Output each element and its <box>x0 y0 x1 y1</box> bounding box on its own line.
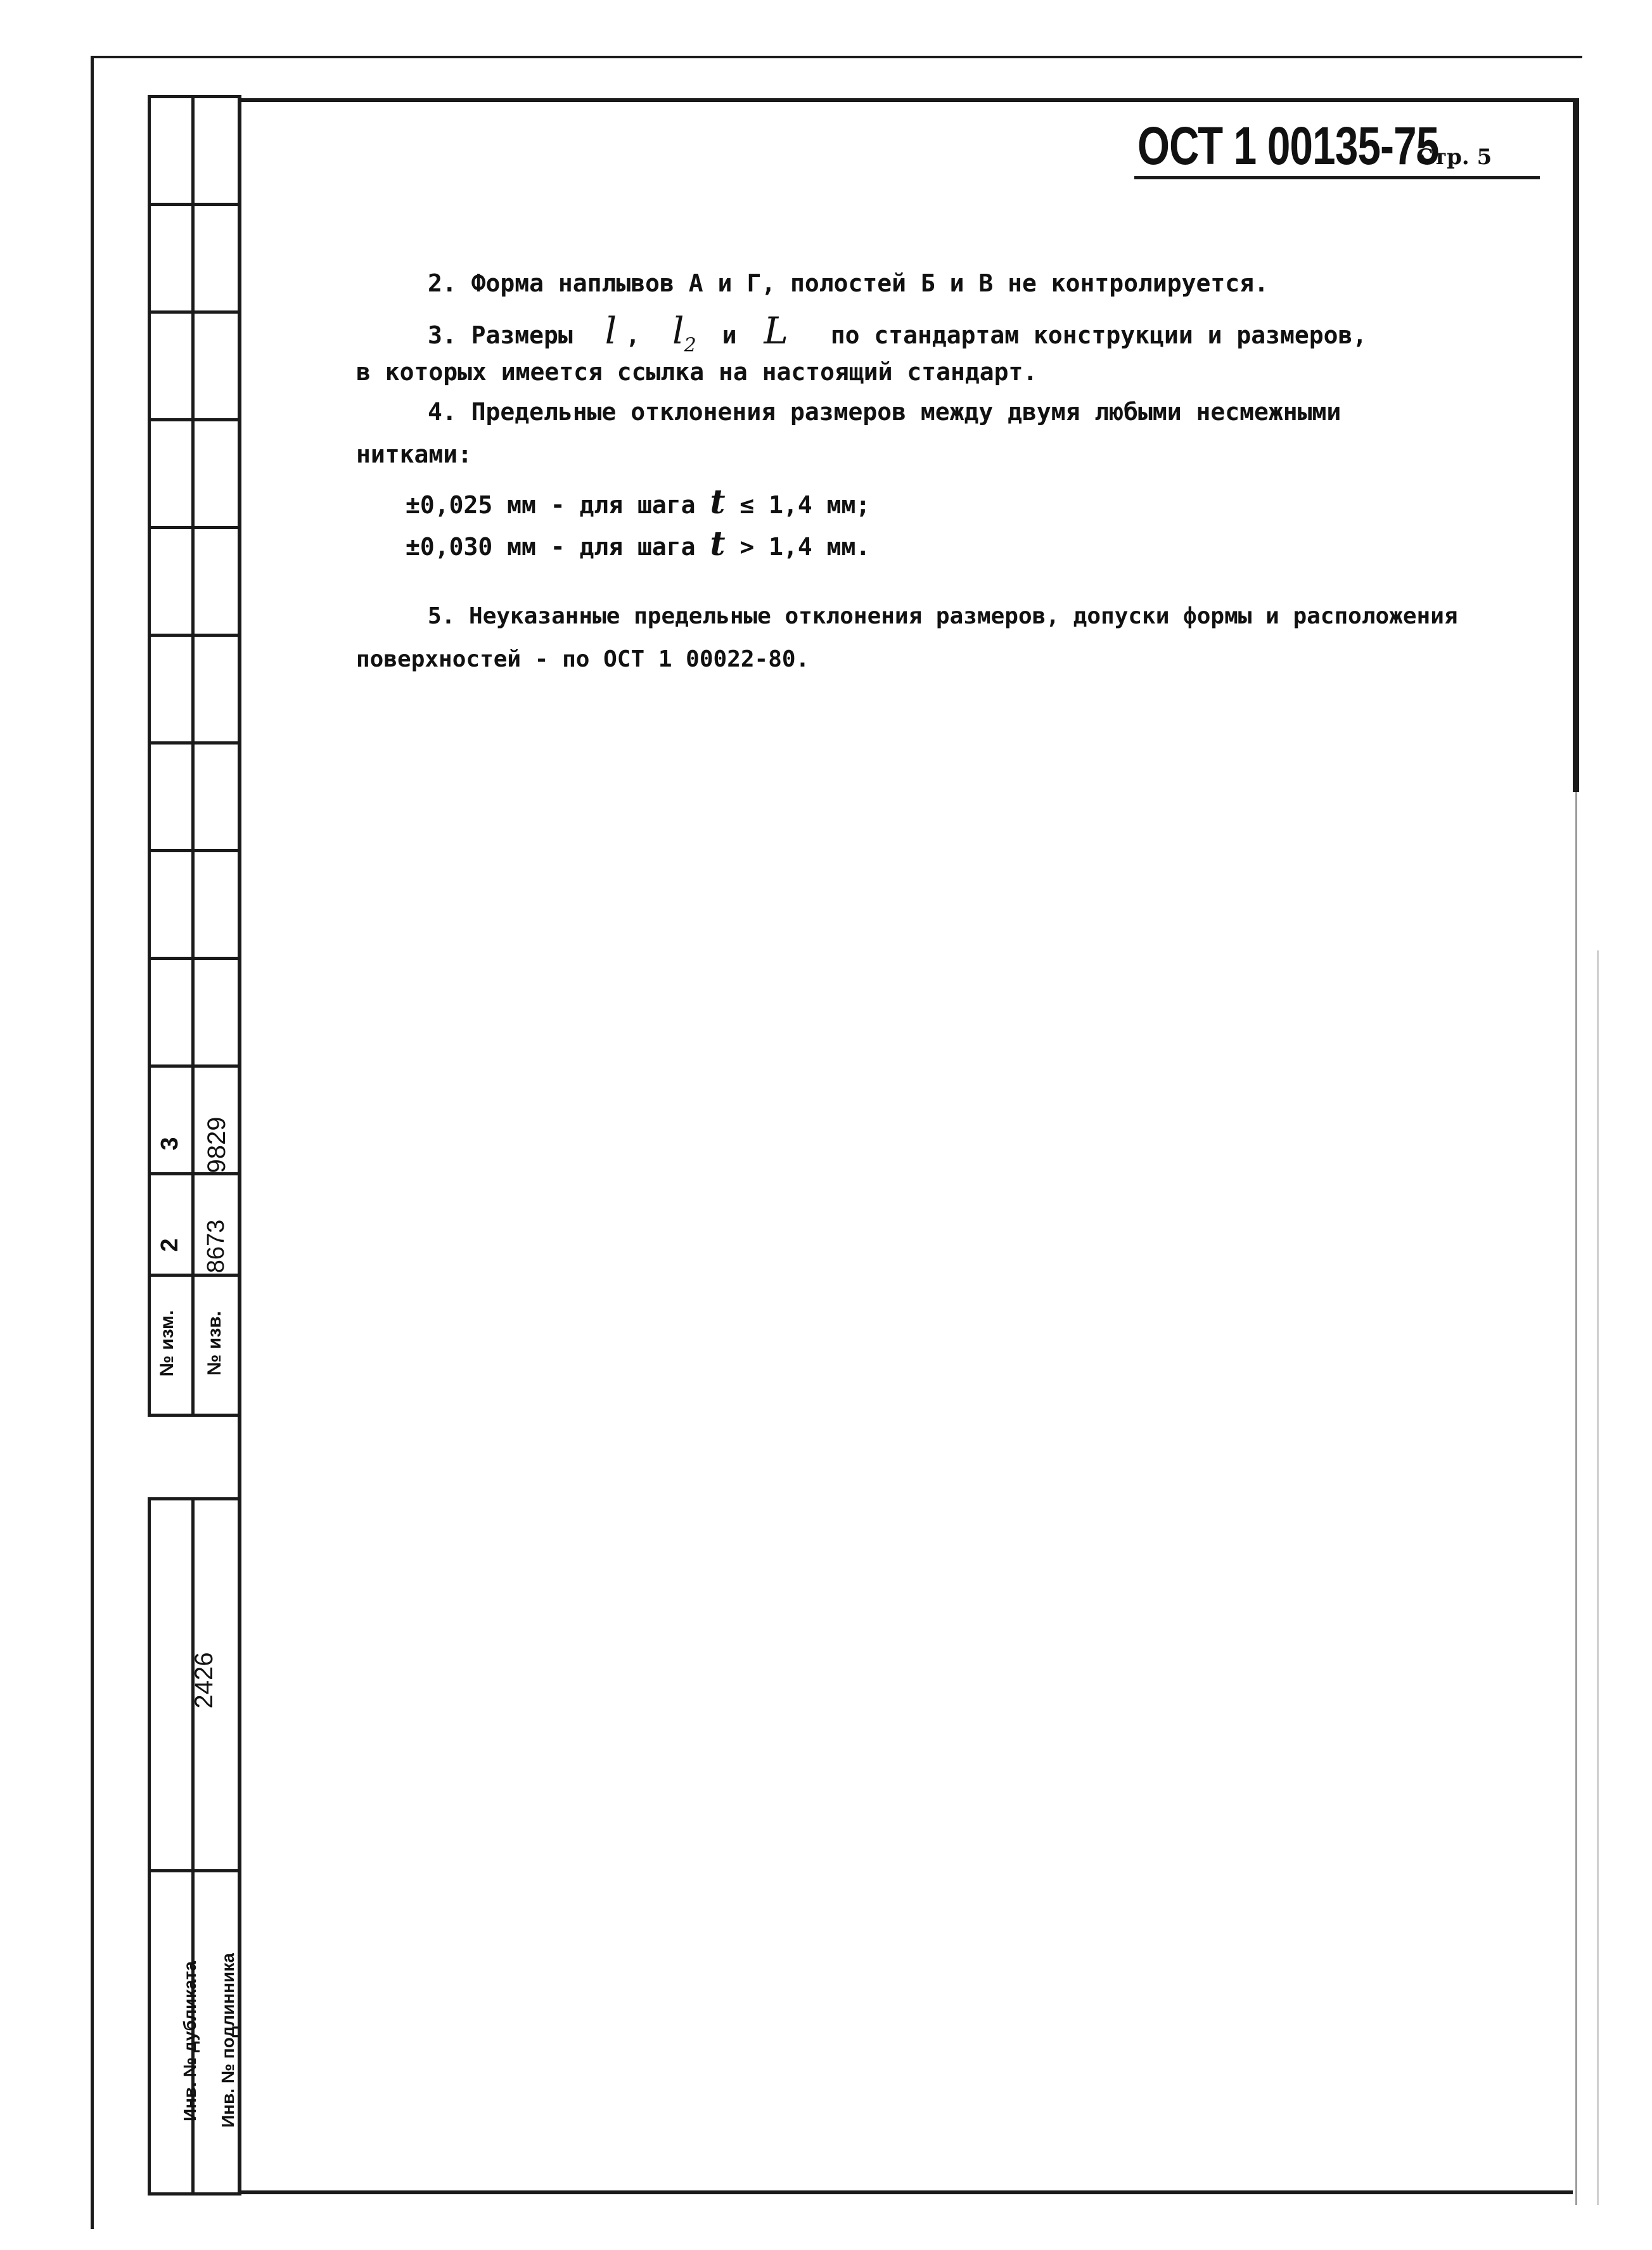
tol2-prefix: ±0,030 мм - для шага <box>406 533 696 561</box>
var-l2: $l_2$ <box>672 309 696 357</box>
outer-frame-right <box>1597 950 1599 2205</box>
page-label: Стр. 5 <box>1416 144 1492 170</box>
change-2: 2 <box>157 1238 183 1252</box>
orig-inv-label: Инв. № подлинника <box>218 1953 238 2128</box>
tol1-var: t <box>710 483 726 521</box>
paragraph-2: 2. Форма наплывов А и Г, полостей Б и В не контролируется. <box>428 269 1269 297</box>
outer-frame-left <box>91 56 94 2229</box>
var-l: l <box>605 309 617 352</box>
var-L: L <box>764 309 788 352</box>
orig-inv-value: 2426 <box>190 1652 218 1709</box>
change-no-label: № изм. <box>157 1310 177 1377</box>
paragraph-4: 4. Предельные отклонения размеров между двумя любыми несмежными <box>428 398 1341 426</box>
p3-prefix: 3. Размеры <box>428 321 573 349</box>
paragraph-4-cont: нитками: <box>356 440 473 468</box>
tolerance-line-1 <box>406 483 870 521</box>
doc-code: ОСТ 1 00135-75 <box>1137 116 1439 176</box>
tol2-suffix: > 1,4 мм. <box>740 533 871 561</box>
tol1-prefix: ±0,025 мм - для шага <box>406 491 696 519</box>
paragraph-5: 5. Неуказанные предельные отклонения размеров, допуски формы и расположения <box>428 603 1458 629</box>
paragraph-3: 3. Размеры l , $l_2$ и L по стандартам конструкции и размеров, <box>428 309 1367 357</box>
notice-9829: 9829 <box>203 1116 231 1173</box>
tolerance-line-2 <box>406 525 870 563</box>
notice-8673: 8673 <box>203 1219 229 1274</box>
dup-inv-label: Инв. № дубликата <box>180 1961 200 2121</box>
frame-right-fade <box>1573 792 1582 2205</box>
notice-no-label: № изв. <box>204 1311 225 1376</box>
p3-and: и <box>722 321 737 349</box>
tol1-suffix: ≤ 1,4 мм; <box>740 491 871 519</box>
frame-right-thin <box>1575 792 1577 2205</box>
outer-frame-top <box>91 56 1582 58</box>
change-log-divider <box>191 95 195 1417</box>
paragraph-5-cont: поверхностей - по ОСТ 1 00022-80. <box>356 646 810 672</box>
paragraph-3-cont: в которых имеется ссылка на настоящий стандарт. <box>356 358 1038 386</box>
header-rule <box>1134 176 1540 179</box>
change-3: 3 <box>157 1137 183 1151</box>
p3-suffix: по стандартам конструкции и размеров, <box>830 321 1367 349</box>
tol2-var: t <box>710 525 726 563</box>
